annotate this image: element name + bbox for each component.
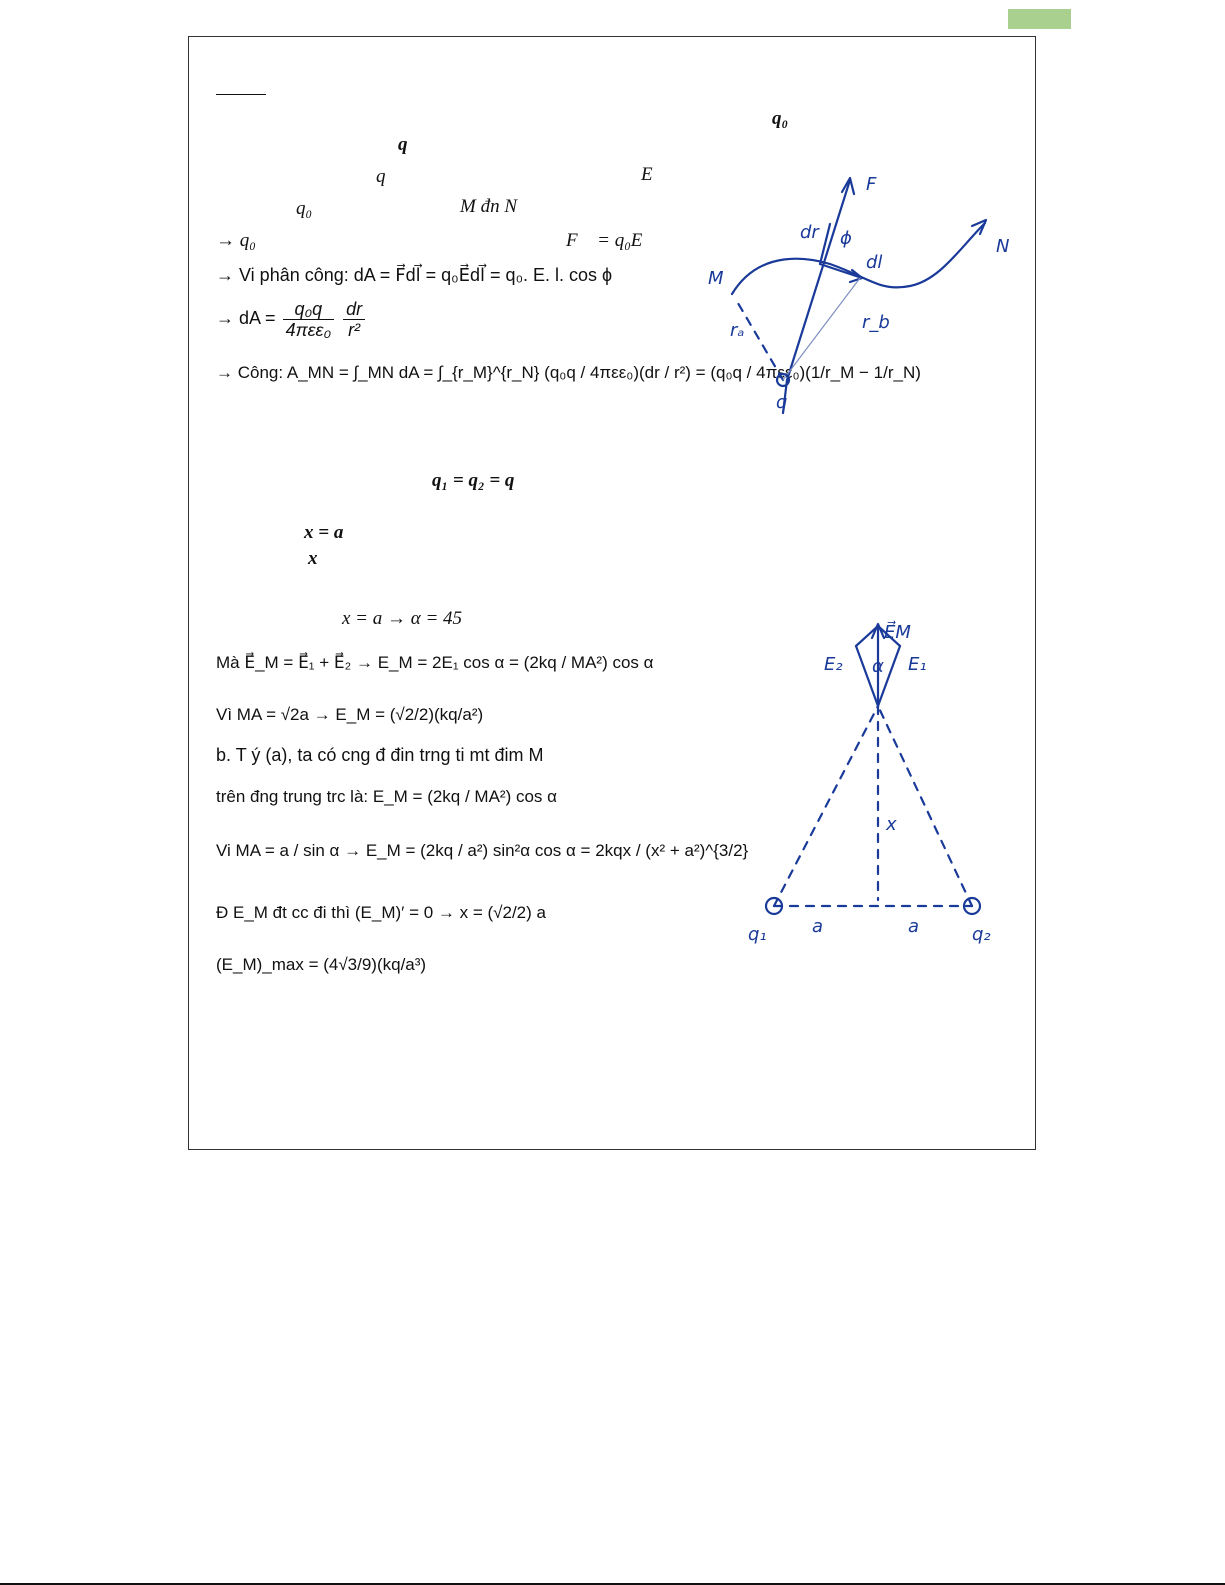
line-EM-sum: Mà E⃗_M = E⃗₁ + E⃗₂ → E_M = 2E₁ cos α = (2kq / MA²) cos α: [216, 653, 654, 672]
fig1-phi: ϕ: [840, 228, 852, 249]
dA-num2: dr: [343, 299, 365, 320]
fig1-rb: r_b: [862, 312, 890, 333]
label-q0-b: q₀: [296, 198, 313, 219]
dA-den2: r²: [348, 319, 361, 340]
dashed-right: [878, 706, 972, 906]
line-force-a: → q₀: [216, 230, 256, 251]
fig2-x: x: [886, 814, 897, 835]
label-q1-q2: q₁ = q₂ = q: [432, 470, 515, 491]
header-tab-marker: [1008, 9, 1071, 29]
fig1-dl: dl: [866, 252, 883, 273]
radius-b: [783, 278, 860, 380]
fig1-N: N: [996, 236, 1010, 257]
fig2-q2: q₂: [972, 924, 991, 945]
fig2-E2: E₂: [824, 654, 843, 675]
label-x-eq-a: x = a: [304, 522, 344, 543]
fig2-q1: q₁: [748, 924, 767, 945]
line-dA: → Vi phân công: dA = F⃗dl⃗ = q₀E⃗dl⃗ = q₀. E. l. cos ϕ: [216, 265, 613, 285]
label-q0: q₀: [772, 108, 789, 129]
heading-underline: [216, 94, 266, 95]
line-dA-fraction: [216, 296, 367, 340]
label-M-to-N: M đn N: [460, 196, 517, 217]
line-max-value: (E_M)_max = (4√3/9)(kq/a³): [216, 955, 427, 974]
label-E-vector: E⃗: [641, 164, 668, 185]
dA-num1: q₀q: [283, 299, 334, 320]
figure-work-diagram: [700, 168, 1030, 413]
figure-field-diagram: [740, 610, 1030, 950]
fig2-a2: a: [908, 916, 920, 937]
fig2-a1: a: [812, 916, 824, 937]
fig1-F: F: [866, 174, 877, 195]
line-work-integral: → Công: A_MN = ∫_MN dA = ∫_{r_M}^{r_N} (q₀q / 4πεε₀)(dr / r²) = (q₀q / 4πεε₀)(1/r_M − 1/r_N): [216, 363, 921, 382]
label-q: q: [398, 134, 408, 155]
dashed-left: [774, 706, 878, 906]
fig1-q: q: [776, 392, 788, 413]
label-q-2: q: [376, 166, 386, 187]
fig2-EM: E⃗M: [884, 622, 911, 643]
fig1-dr: dr: [800, 222, 819, 243]
dA-den1: 4πεε₀: [285, 319, 332, 340]
dA-prefix: → dA =: [216, 308, 276, 328]
fig2-alpha: α: [872, 656, 884, 677]
line-trung-truc: trên đng trung trc là: E_M = (2kq / MA²) cos α: [216, 787, 557, 806]
fig1-ra: rₐ: [730, 320, 745, 341]
line-force-b: F⃗ = q₀E⃗: [566, 230, 658, 251]
trajectory-curve: [732, 223, 985, 294]
fig1-M: M: [708, 268, 724, 289]
line-max-condition: Đ E_M đt cc đi thì (E_M)′ = 0 → x = (√2/2) a: [216, 903, 546, 922]
dl-vector: [820, 264, 862, 278]
line-vi-MA: Vi MA = a / sin α → E_M = (2kq / a²) sin²α cos α = 2kqx / (x² + a²)^{3/2}: [216, 841, 749, 860]
line-MA: Vì MA = √2a → E_M = (√2/2)(kq/a²): [216, 705, 484, 724]
line-part-b: b. T ý (a), ta có cng đ đin trng ti mt đim M: [216, 745, 544, 765]
trajectory-arrowhead: [972, 220, 986, 234]
line-alpha: x = a → α = 45: [342, 608, 463, 629]
fig2-E1: E₁: [908, 654, 927, 675]
force-line: [783, 180, 850, 413]
label-x: x: [308, 548, 318, 569]
